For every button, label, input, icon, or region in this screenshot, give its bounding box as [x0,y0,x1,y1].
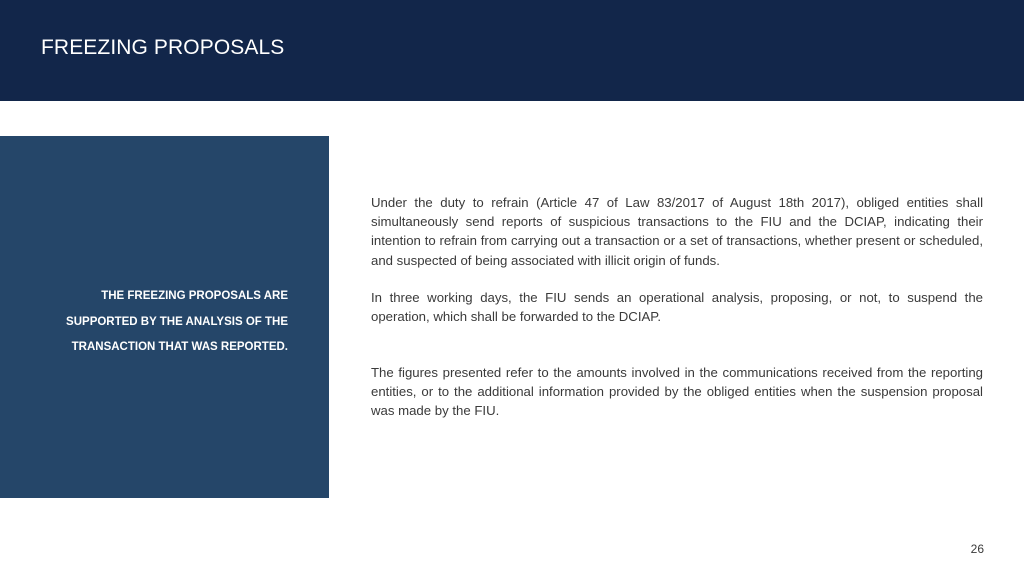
body-paragraph-1: Under the duty to refrain (Article 47 of Law 83/2017 of August 18th 2017), obliged entities shall simultaneously send reports of suspicious transactions to the FIU and the DCIAP, indicating their intention to refrain from carrying out a transaction or a set of transactions, whether present or scheduled, and suspected of being associated with illicit origin of funds. [371,195,983,268]
side-panel [0,136,329,498]
body-paragraph-3: The figures presented refer to the amounts involved in the communications received from the reporting entities, or to the additional information provided by the obliged entities when the suspension proposal was made by the FIU. [371,365,983,419]
slide-title: FREEZING PROPOSALS [41,36,285,59]
body-paragraph-2: In three working days, the FIU sends an operational analysis, proposing, or not, to suspend the operation, which shall be forwarded to the DCIAP. [371,290,983,325]
page-number: 26 [970,542,984,556]
side-callout: THE FREEZING PROPOSALS ARE SUPPORTED BY THE ANALYSIS OF THE TRANSACTION THAT WAS REPORTED. [66,290,288,353]
